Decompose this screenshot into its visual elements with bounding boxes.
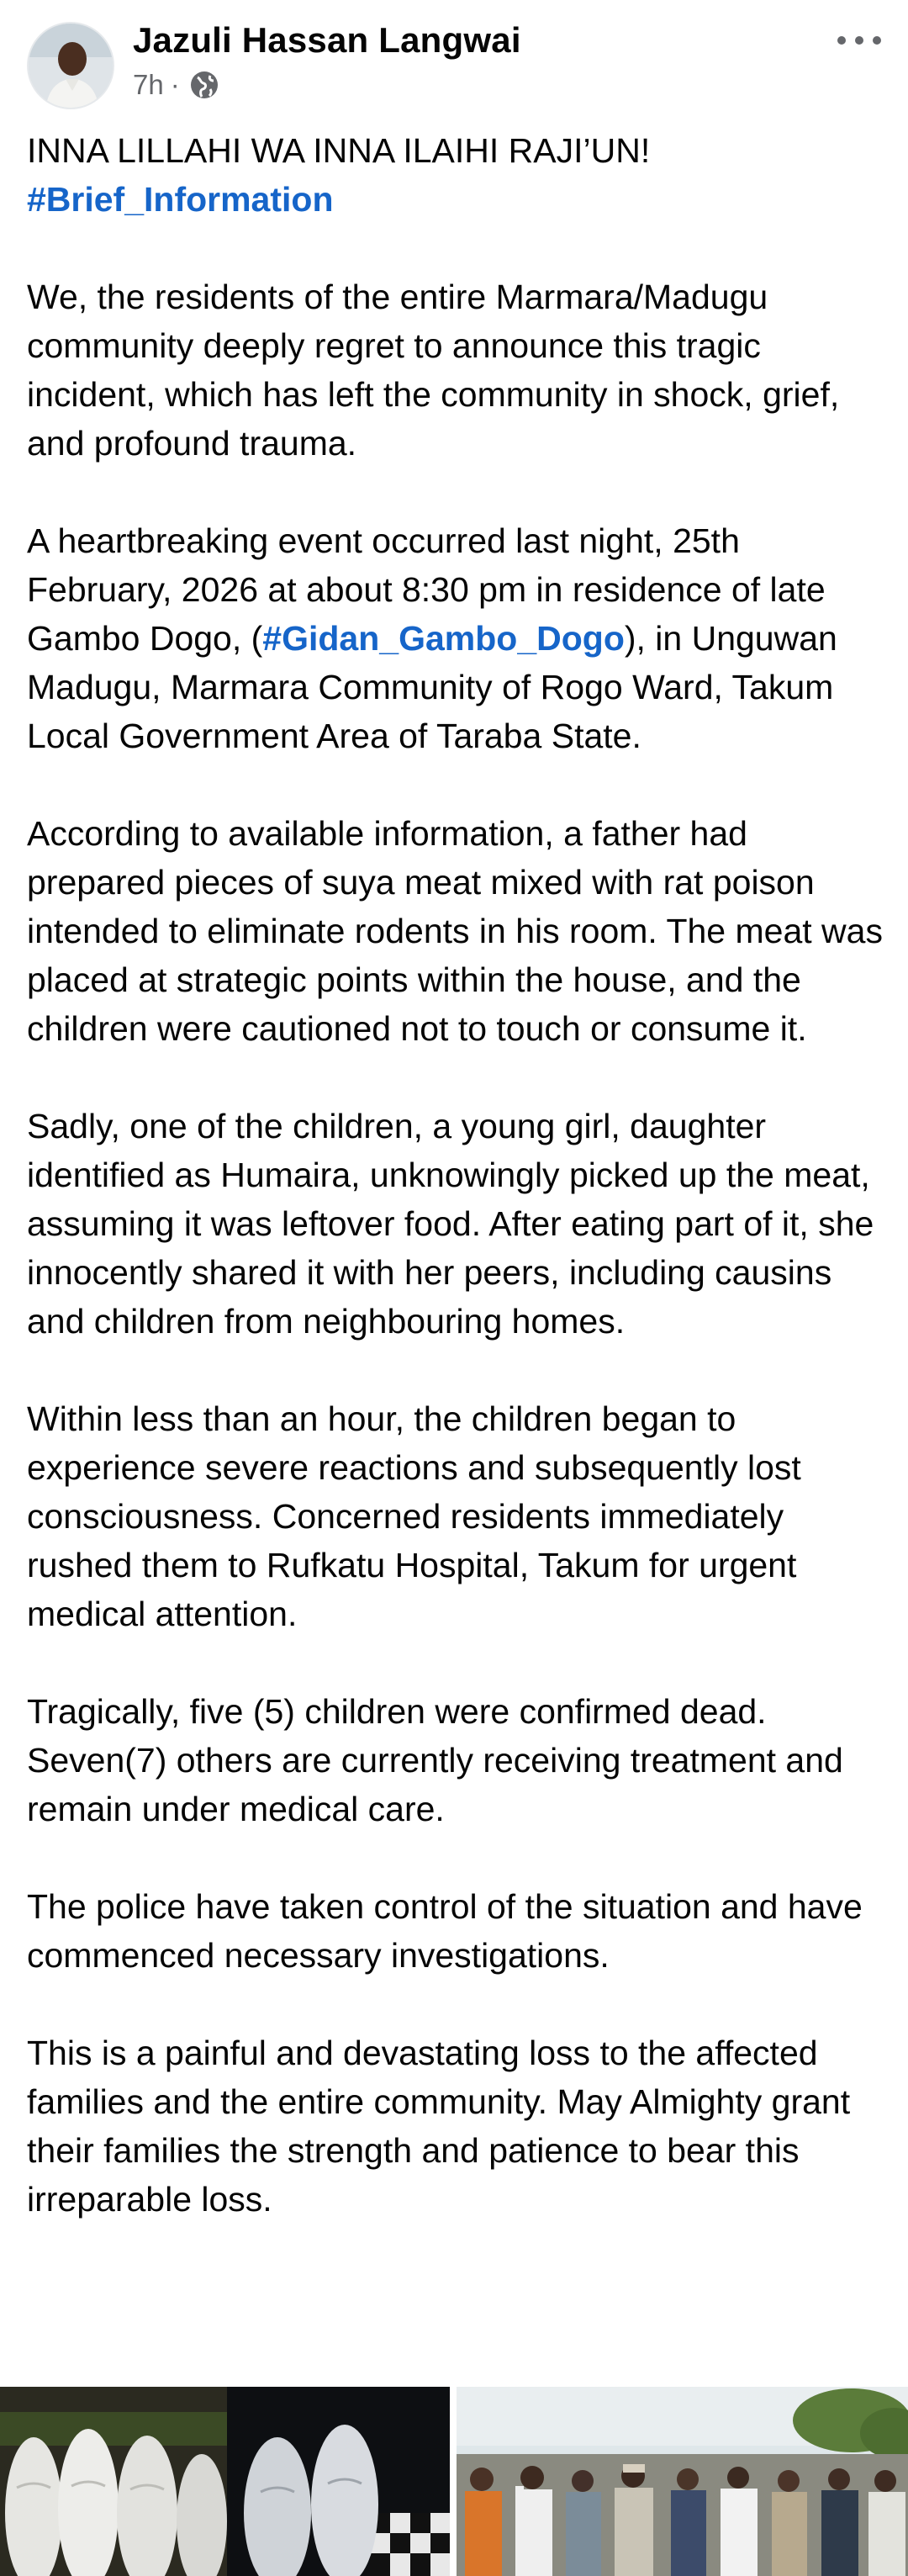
more-options-button[interactable]	[834, 24, 884, 57]
post-text	[27, 126, 893, 2224]
avatar-photo-icon	[29, 24, 114, 109]
post-paragraph-3: According to available information, a father had prepared pieces of suya meat mixed with rat poison intended to eliminate rodents in his room. The meat was placed at strategic points within the house, and the children were cautioned not to touch or consume it.	[27, 814, 883, 1048]
post-paragraph-7: The police have taken control of the situation and have commenced necessary investigations.	[27, 1887, 863, 1975]
photo-grid	[0, 2387, 908, 2576]
funeral-prayer-photo	[457, 2387, 908, 2576]
post-header	[0, 0, 908, 118]
photo-shrouded-bodies[interactable]	[0, 2387, 450, 2576]
post-opening-line: INNA LILLAHI WA INNA ILAIHI RAJI’UN!	[27, 131, 651, 170]
post-paragraph-1: We, the residents of the entire Marmara/Madugu community deeply regret to announce this tragic incident, which has left the community in shock, grief, and profound trauma.	[27, 278, 840, 463]
paragraph-2-text-start: A heartbreaking event occurred last night, 25th February, 2026 at about 8:30 pm in residence of late Gambo Dogo, (	[27, 521, 826, 658]
hashtag-brief-information[interactable]: #Brief_Information	[27, 180, 334, 219]
author-name[interactable]: Jazuli Hassan Langwai	[133, 20, 521, 60]
globe-icon	[188, 69, 220, 101]
author-avatar[interactable]	[27, 22, 114, 109]
meta-separator: ·	[170, 69, 180, 100]
more-options-icon	[873, 36, 881, 45]
photo-funeral-prayer[interactable]	[457, 2387, 908, 2576]
post-paragraph-4: Sadly, one of the children, a young girl, daughter identified as Humaira, unknowingly picked up the meat, assuming it was leftover food. After eating part of it, she innocently shared it with her peers, including causins and children from neighbouring homes.	[27, 1107, 874, 1341]
paragraph-2-text-end: ), in Unguwan Madugu, Marmara Community of Rogo Ward, Takum Local Government Area of Taraba State.	[27, 619, 837, 755]
shrouded-bodies-photo	[0, 2387, 450, 2576]
post-paragraph-6: Tragically, five (5) children were confirmed dead. Seven(7) others are currently receiving treatment and remain under medical care.	[27, 1692, 843, 1828]
more-options-icon	[837, 36, 846, 45]
post-time[interactable]: 7h	[133, 69, 164, 100]
post-paragraph-2	[27, 516, 893, 760]
more-options-icon	[855, 36, 863, 45]
hashtag-gidan-gambo-dogo[interactable]: #Gidan_Gambo_Dogo	[262, 619, 625, 658]
post-paragraph-5: Within less than an hour, the children began to experience severe reactions and subsequently lost consciousness. Concerned residents immediately rushed them to Rufkatu Hospital, Takum for urgent medical attention.	[27, 1399, 801, 1633]
post-meta	[133, 69, 220, 101]
post-paragraph-8: This is a painful and devastating loss to the affected families and the entire community. May Almighty grant their families the strength and patience to bear this irreparable loss.	[27, 2034, 851, 2219]
